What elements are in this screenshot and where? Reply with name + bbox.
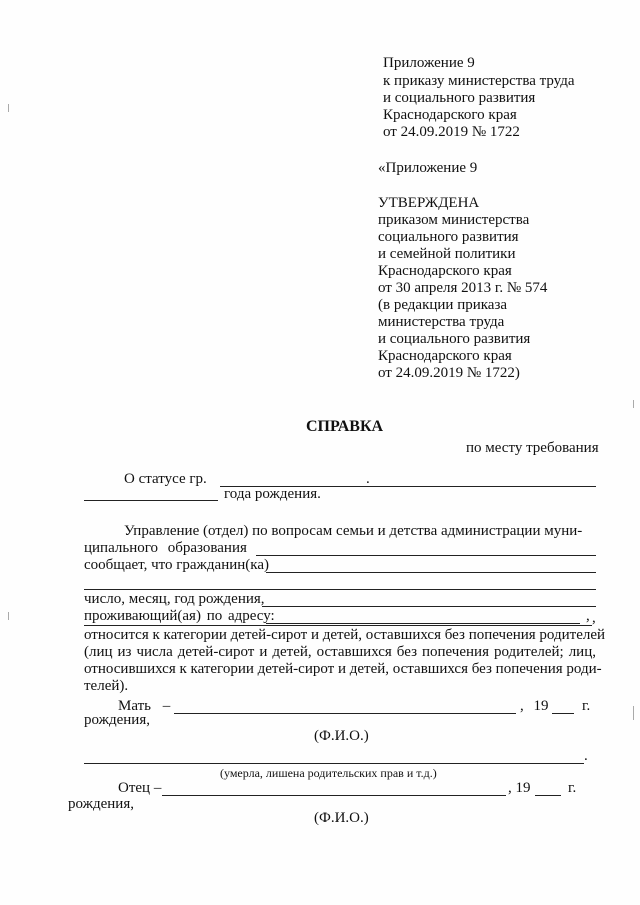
approved-line: от 30 апреля 2013 г. № 574 xyxy=(378,280,548,296)
address-label: проживающий(ая) по адресу: xyxy=(84,608,275,624)
mother-fio-caption: (Ф.И.О.) xyxy=(314,728,369,744)
father-year-suffix: г. xyxy=(568,780,577,796)
citizen-name-field-2[interactable] xyxy=(84,589,596,590)
approved-line: Краснодарского края xyxy=(378,348,512,364)
dob-field[interactable] xyxy=(262,606,596,607)
status-dot: . xyxy=(366,471,370,487)
address-comma: , xyxy=(586,608,590,624)
approved-line: социального развития xyxy=(378,229,519,245)
scan-mark xyxy=(8,104,9,112)
document-title: СПРАВКА xyxy=(306,418,384,435)
dob-label: число, месяц, год рождения, xyxy=(84,591,265,607)
father-year-prefix: , 19 xyxy=(508,780,531,796)
mother-note: (умерла, лишена родительских прав и т.д.) xyxy=(220,766,437,780)
municipality-field[interactable] xyxy=(256,555,596,556)
father-birth-label: рождения, xyxy=(68,796,134,812)
mother-label: Мать – xyxy=(118,698,171,714)
appendix-line: Приложение 9 xyxy=(383,55,475,71)
category-line: относится к категории детей-сирот и детей, оставшихся без попечения родителей xyxy=(84,627,606,643)
approved-line: от 24.09.2019 № 1722) xyxy=(378,365,520,381)
scan-mark xyxy=(633,400,634,408)
approved-line: министерства труда xyxy=(378,314,505,330)
mother-name-field[interactable] xyxy=(174,713,516,714)
approved-line: и семейной политики xyxy=(378,246,516,262)
approved-line: УТВЕРЖДЕНА xyxy=(378,195,480,211)
address-comma-2: , xyxy=(592,610,596,626)
father-name-field[interactable] xyxy=(162,795,506,796)
mother-status-field[interactable] xyxy=(84,763,584,764)
mother-year-suffix: г. xyxy=(582,698,591,714)
father-label: Отец – xyxy=(118,780,162,796)
address-field-2[interactable] xyxy=(84,625,592,626)
status-label: О статусе гр. xyxy=(124,471,207,487)
father-fio-caption: (Ф.И.О.) xyxy=(314,810,369,826)
citizen-name-field[interactable] xyxy=(266,572,596,573)
appendix-line: и социального развития xyxy=(383,90,536,106)
approved-line: приказом министерства xyxy=(378,212,530,228)
approved-line: и социального развития xyxy=(378,331,531,347)
appendix-line: от 24.09.2019 № 1722 xyxy=(383,124,520,140)
approved-line: (в редакции приказа xyxy=(378,297,508,313)
mother-year-prefix: , 19 xyxy=(520,698,549,714)
category-line: телей). xyxy=(84,678,129,694)
category-line: относившихся к категории детей-сирот и детей, оставшихся без попечения роди- xyxy=(84,661,602,677)
approved-line: Краснодарского края xyxy=(378,263,512,279)
document-subtitle: по месту требования xyxy=(466,440,599,456)
birth-year-label: года рождения. xyxy=(224,486,321,502)
appendix-line: к приказу министерства труда xyxy=(383,73,575,89)
birth-year-field[interactable] xyxy=(84,500,218,501)
para1-line1: Управление (отдел) по вопросам семьи и детства администрации муни- xyxy=(124,523,583,539)
category-line: (лиц из числа детей-сирот и детей, оставшихся без попечения родителей; лиц, xyxy=(84,644,596,660)
address-field[interactable] xyxy=(266,623,580,624)
father-year-field[interactable] xyxy=(535,795,561,796)
appendix-line: Краснодарского края xyxy=(383,107,517,123)
scan-mark xyxy=(633,706,634,720)
scan-mark xyxy=(8,612,9,620)
approved-line: «Приложение 9 xyxy=(378,160,478,176)
para1-line3: сообщает, что гражданин(ка) xyxy=(84,557,269,573)
mother-status-dot: . xyxy=(584,748,588,764)
para1-line2: ципального образования xyxy=(84,540,247,556)
mother-birth-label: рождения, xyxy=(84,712,150,728)
mother-year-field[interactable] xyxy=(552,713,574,714)
